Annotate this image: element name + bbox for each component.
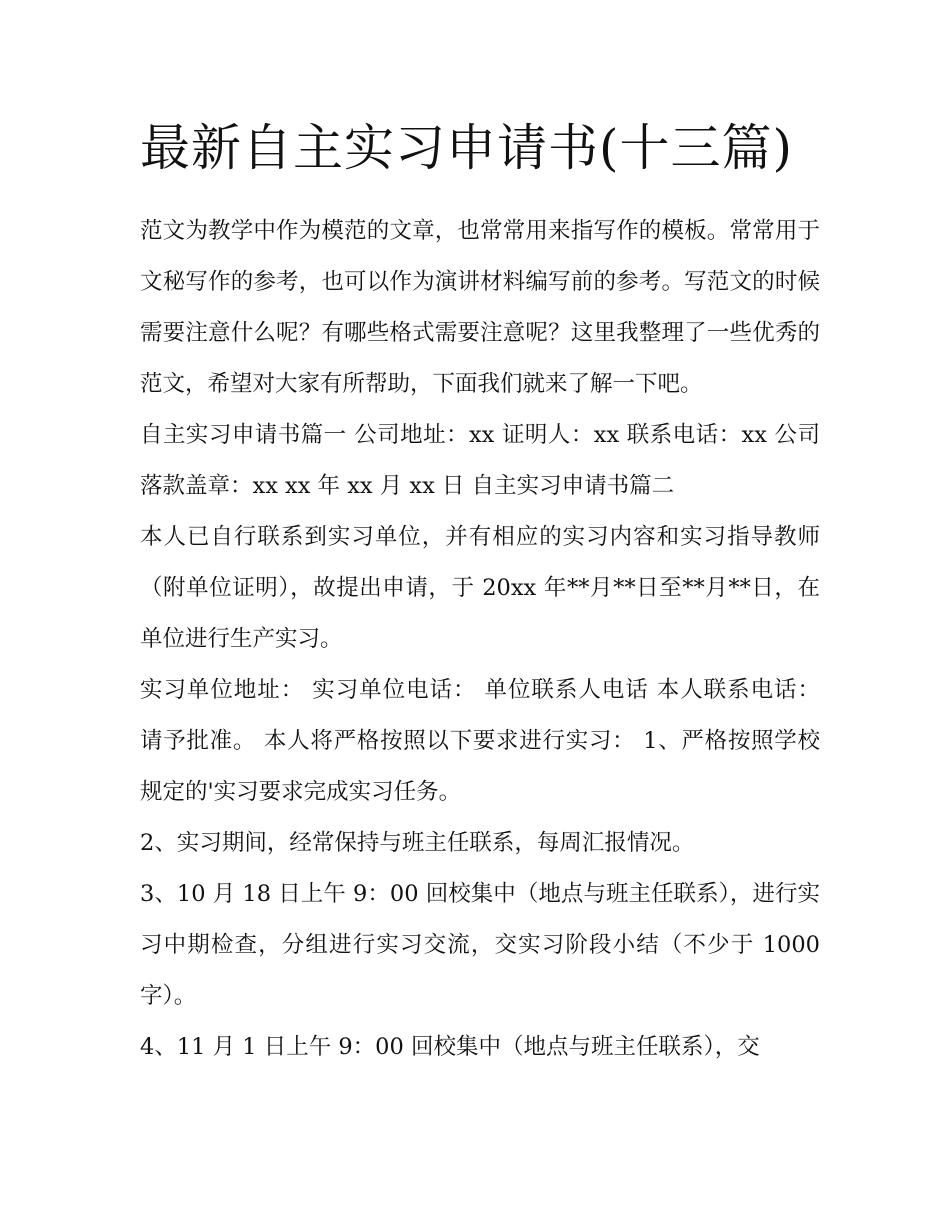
paragraph-application: 本人已自行联系到实习单位，并有相应的实习内容和实习指导教师（附单位证明），故提出申请，于 20xx 年**月**日至**月**日，在单位进行生产实习。 <box>140 524 820 652</box>
paragraph-requirements: 实习单位地址： 实习单位电话： 单位联系人电话 本人联系电话： 请予批准。 本人将严格按照以下要求进行实习： 1、严格按照学校规定的'实习要求完成实习任务。 <box>140 677 820 805</box>
paragraph-item-3: 3、10 月 18 日上午 9：00 回校集中（地点与班主任联系），进行实习中期检查，分组进行实习交流，交实习阶段小结（不少于 1000 字）。 <box>140 881 820 1009</box>
document-body <box>140 206 820 1073</box>
document-title: 最新自主实习申请书(十三篇) <box>140 119 794 177</box>
paragraph-item-2: 2、实习期间，经常保持与班主任联系，每周汇报情况。 <box>140 830 695 856</box>
paragraph-item-4: 4、11 月 1 日上午 9：00 回校集中（地点与班主任联系），交 <box>140 1034 760 1060</box>
paragraph-company-info: 自主实习申请书篇一 公司地址：xx 证明人：xx 联系电话：xx 公司落款盖章：xx xx 年 xx 月 xx 日 自主实习申请书篇二 <box>140 422 820 499</box>
intro-paragraph: 范文为教学中作为模范的文章，也常常用来指写作的模板。常常用于文秘写作的参考，也可以作为演讲材料编写前的参考。写范文的时候需要注意什么呢？有哪些格式需要注意呢？这里我整理了一些优秀的范文，希望对大家有所帮助，下面我们就来了解一下吧。 <box>140 218 820 397</box>
